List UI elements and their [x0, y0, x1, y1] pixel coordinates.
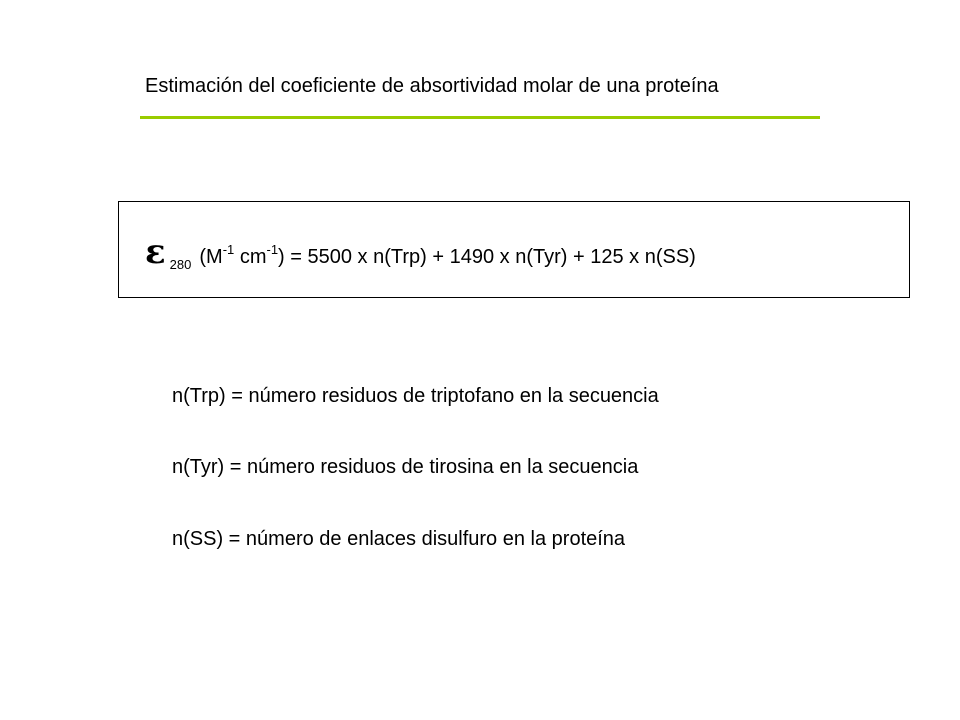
unit-open: (M [199, 246, 223, 268]
epsilon-symbol: ε [145, 232, 166, 272]
definition-tyr: n(Tyr) = número residuos de tirosina en la secuencia [172, 456, 639, 478]
title-underline [140, 116, 820, 119]
cm-exponent: -1 [266, 242, 279, 257]
slide-title: Estimación del coeficiente de absortividad molar de una proteína [145, 75, 719, 97]
unit-cm: cm [234, 246, 267, 268]
definition-ss: n(SS) = número de enlaces disulfuro en la proteína [172, 528, 626, 550]
formula-expression: ) = 5500 x n(Trp) + 1490 x n(Tyr) + 125 x n(SS) [278, 246, 696, 268]
formula-box [118, 201, 910, 298]
formula [145, 232, 696, 279]
definition-trp: n(Trp) = número residuos de triptofano en la secuencia [172, 385, 659, 407]
wavelength-subscript: 280 [169, 257, 192, 272]
molar-exponent: -1 [222, 242, 235, 257]
